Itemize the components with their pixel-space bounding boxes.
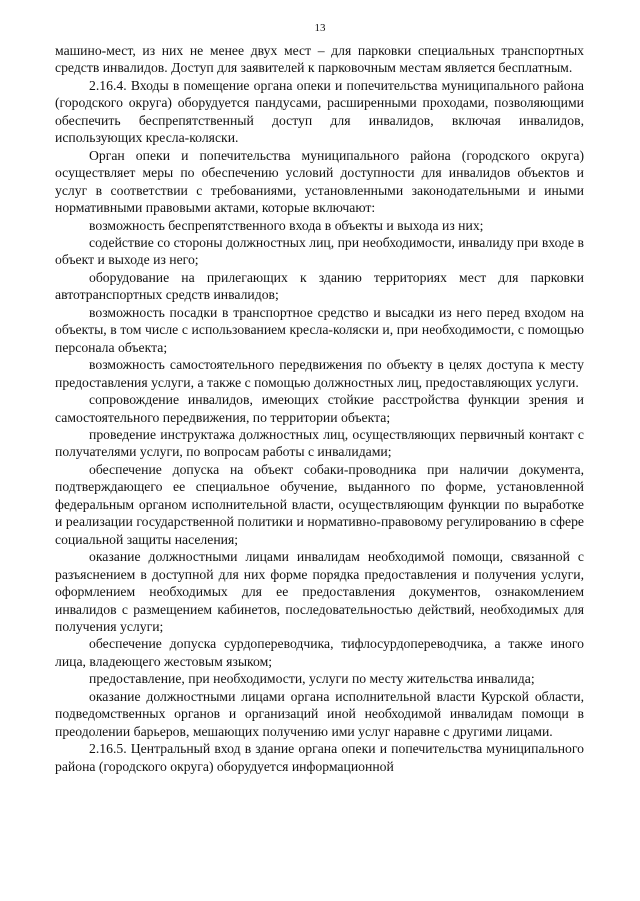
paragraph: возможность посадки в транспортное средство и высадки из него перед входом на объекты, в том числе с использованием кресла-коляски и, при необходимости, с помощью персонала объекта; <box>55 304 584 355</box>
paragraph: содействие со стороны должностных лиц, при необходимости, инвалиду при входе в объект и выходе из него; <box>55 234 584 268</box>
paragraph: оборудование на прилегающих к зданию территориях мест для парковки автотранспортных средств инвалидов; <box>55 269 584 303</box>
paragraph: проведение инструктажа должностных лиц, осуществляющих первичный контакт с получателями услуги, по вопросам работы с инвалидами; <box>55 426 584 460</box>
paragraph: 2.16.4. Входы в помещение органа опеки и попечительства муниципального района (городского округа) оборудуется пандусами, расширенными проходами, позволяющими обеспечить беспрепятственный доступ для инвалидов, включая инвалидов, использующих кресла-коляски. <box>55 77 584 146</box>
paragraph: оказание должностными лицами инвалидам необходимой помощи, связанной с разъяснением в доступной для них форме порядка предоставления и получения услуги, оформлением необходимых для ее предоставления документов, ознакомлением инвалидов с размещением кабинетов, последовательностью действий, необходимых для получения услуги; <box>55 549 584 634</box>
paragraph: машино-мест, из них не менее двух мест – для парковки специальных транспортных средств инвалидов. Доступ для заявителей к парковочным местам является бесплатным. <box>55 43 584 76</box>
page-number: 13 <box>314 22 326 34</box>
paragraph: обеспечение допуска на объект собаки-проводника при наличии документа, подтверждающего ее специальное обучение, выданного по форме, установленной федеральным органом исполнительной власти, осуществляющим функции по выработке и реализации государственной политики и нормативно-правовому регулированию в сфере социальной защиты населения; <box>55 461 584 547</box>
paragraph: оказание должностными лицами органа исполнительной власти Курской области, подведомственных органов и организаций иной необходимой инвалидам помощи в преодолении барьеров, мешающих получению ими услуг наравне с другими лицами. <box>55 688 584 739</box>
document-body <box>55 42 584 775</box>
paragraph: 2.16.5. Центральный вход в здание органа опеки и попечительства муниципального района (городского округа) оборудуется информационной <box>55 741 584 774</box>
paragraph: возможность самостоятельного передвижения по объекту в целях доступа к месту предоставления услуги, а также с помощью должностных лиц, предоставляющих услуги. <box>55 357 584 390</box>
paragraph: возможность беспрепятственного входа в объекты и выхода из них; <box>89 217 484 233</box>
paragraph: сопровождение инвалидов, имеющих стойкие расстройства функции зрения и самостоятельного передвижения, по территории объекта; <box>55 392 584 425</box>
paragraph: предоставление, при необходимости, услуги по месту жительства инвалида; <box>89 671 535 687</box>
paragraph: обеспечение допуска сурдопереводчика, тифлосурдопереводчика, а также иного лица, владеющего жестовым языком; <box>55 636 584 669</box>
paragraph: Орган опеки и попечительства муниципального района (городского округа) осуществляет меры по обеспечению условий доступности для инвалидов объектов и услуг в соответствии с требованиями, установленными законодательными и иными нормативными правовыми актами, которые включают: <box>55 147 584 216</box>
